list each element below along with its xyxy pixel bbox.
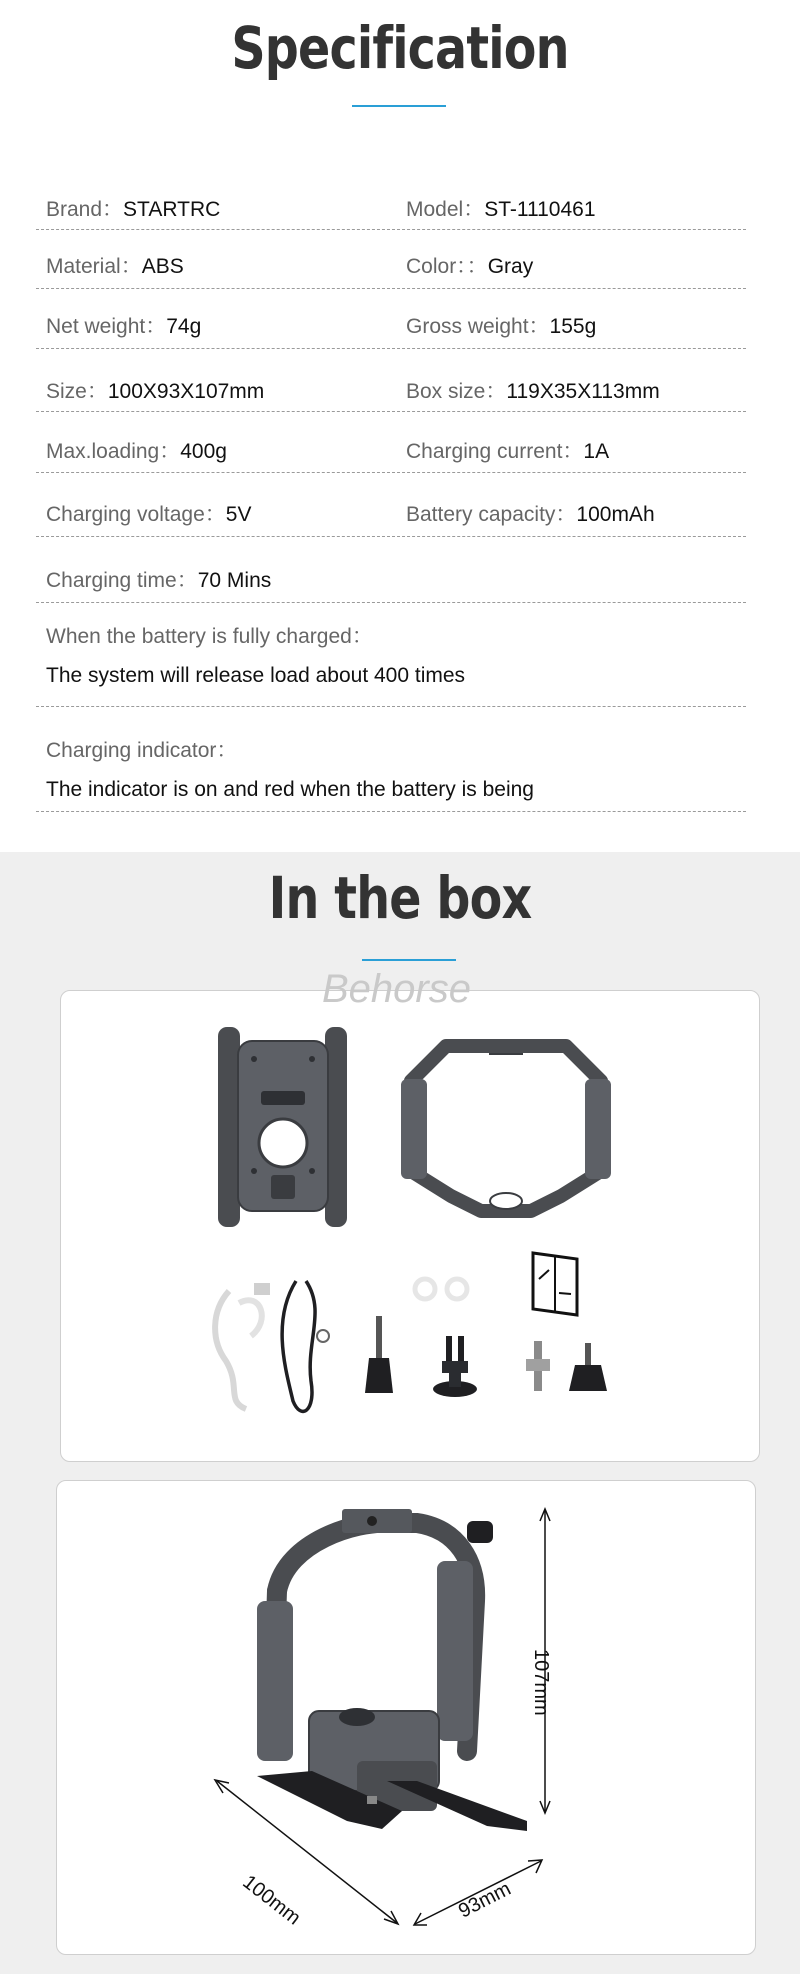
in-the-box-section xyxy=(0,852,800,1974)
dimensions-panel xyxy=(56,1480,756,1955)
usb-cable-icon xyxy=(215,1283,270,1409)
watermark: Behorse xyxy=(322,967,471,1011)
height-label: 107mm xyxy=(530,1649,552,1716)
double-screw-icon xyxy=(526,1341,550,1391)
contents-panel xyxy=(60,967,760,1462)
spec-charging-time: Charging time：70 Mins xyxy=(46,569,272,592)
tripod-adapter-icon xyxy=(433,1336,477,1397)
spec-model: Model：ST-1110461 xyxy=(406,198,596,221)
manual-icon xyxy=(533,1253,577,1315)
in-the-box-title: In the box xyxy=(268,864,532,932)
length-label: 100mm xyxy=(238,1871,305,1930)
specification-section xyxy=(0,0,800,852)
spec-row xyxy=(36,489,746,537)
spec-row xyxy=(36,555,746,603)
spec-material: Material：ABS xyxy=(46,255,184,278)
spec-row xyxy=(36,427,746,473)
box-contents-illustration xyxy=(61,991,759,1461)
spec-charging-current: Charging current：1A xyxy=(406,440,610,463)
spec-gross-weight: Gross weight：155g xyxy=(406,315,597,338)
spec-row-long xyxy=(36,727,746,812)
lanyard-icon xyxy=(282,1281,329,1411)
spec-row xyxy=(36,244,746,289)
spec-row xyxy=(36,185,746,230)
title-underline xyxy=(352,105,446,107)
title-underline xyxy=(362,959,456,961)
spec-brand: Brand：STARTRC xyxy=(46,198,221,221)
spec-charging-voltage: Charging voltage：5V xyxy=(46,503,252,526)
spec-row xyxy=(36,303,746,349)
dimension-illustration xyxy=(57,1481,755,1954)
spec-charging-indicator: Charging indicator： The indicator is on and red when the battery is being xyxy=(46,739,534,801)
specification-title: Specification xyxy=(231,14,569,82)
width-label: 93mm xyxy=(455,1877,515,1923)
landing-gear-icon xyxy=(218,1027,347,1227)
spec-max-loading: Max.loading：400g xyxy=(46,440,227,463)
spec-net-weight: Net weight：74g xyxy=(46,315,202,338)
mount-frame-icon xyxy=(401,1041,611,1211)
spec-row xyxy=(36,365,746,412)
thumb-screw-icon xyxy=(569,1343,607,1391)
washer-icon xyxy=(415,1279,467,1299)
spec-fully-charged: When the battery is fully charged： The system will release load about 400 times xyxy=(46,625,466,687)
spec-battery-capacity: Battery capacity：100mAh xyxy=(406,503,655,526)
screw-icon xyxy=(365,1316,393,1393)
assembled-mount-icon xyxy=(257,1509,527,1831)
spec-row-long xyxy=(36,612,746,707)
spec-color: Color：：Gray xyxy=(406,255,534,278)
spec-box-size: Box size：119X35X113mm xyxy=(406,380,660,403)
spec-size: Size：100X93X107mm xyxy=(46,380,265,403)
